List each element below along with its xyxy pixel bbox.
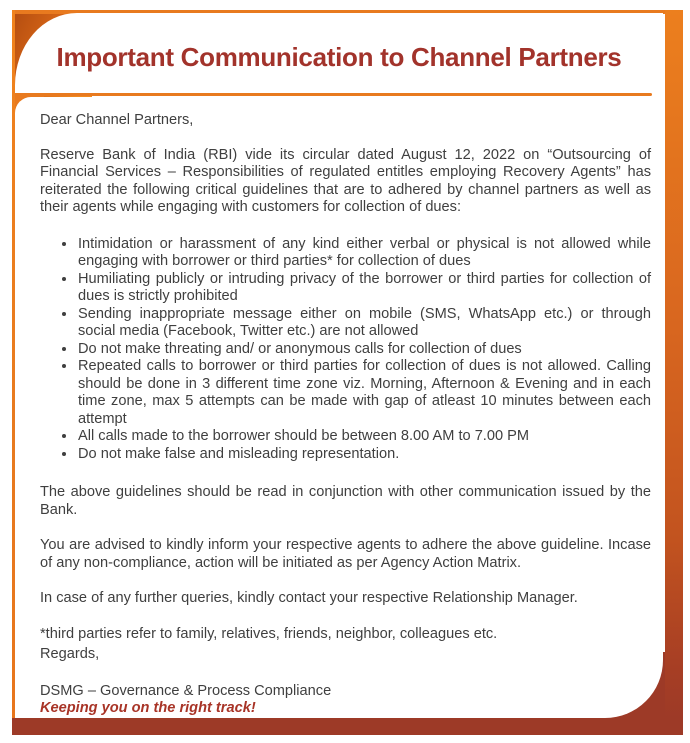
tagline: Keeping you on the right track! <box>40 700 256 716</box>
letter-body <box>15 97 663 718</box>
signature-dept: DSMG – Governance & Process Compliance <box>40 682 332 699</box>
guideline-item: • Intimidation or harassment of any kind either verbal or physical is not allowed while engaging with borrower or third parties* for collection of dues <box>77 236 651 271</box>
guideline-item: • Sending inappropriate message either on mobile (SMS, WhatsApp etc.) or through social media (Facebook, Twitter etc.) are not allowed <box>77 306 651 341</box>
salutation: Dear Channel Partners, <box>40 112 194 128</box>
note-conjunction: The above guidelines should be read in conjunction with other communication issued by the Bank. <box>40 484 651 518</box>
guideline-item: • All calls made to the borrower should be between 8.00 AM to 7.00 PM <box>77 428 651 446</box>
header-divider <box>16 93 652 96</box>
frame-right-bar <box>665 10 683 718</box>
guideline-item: • Do not make threating and/ or anonymous calls for collection of dues <box>77 341 651 359</box>
guideline-item: • Repeated calls to borrower or third parties for collection of dues is not allowed. Calling should be done in 3 different time zone viz. Morning, Afternoon & Evening and in each time zone, max 5 attempts can be made with gap of atleast 10 minutes between each attempt <box>77 358 651 428</box>
regards: Regards, <box>40 646 100 662</box>
guideline-item: • Humiliating publicly or intruding privacy of the borrower or third parties for collection of dues is strictly prohibited <box>77 271 651 306</box>
page-title: Important Communication to Channel Partners <box>56 41 622 72</box>
footnote-third-parties: *third parties refer to family, relatives, friends, neighbor, colleagues etc. <box>40 625 498 642</box>
frame-bottom-bar <box>12 718 683 735</box>
intro-paragraph: Reserve Bank of India (RBI) vide its circular dated August 12, 2022 on “Outsourcing of Financial Services – Responsibilities of regulated entitles employing Recovery Agents” has reiterated the following critical guidelines that are to adhered by channel partners as well as their agents while engaging with customers for collection of dues: <box>40 146 651 215</box>
guidelines-list <box>40 236 651 464</box>
note-advice: You are advised to kindly inform your respective agents to adhere the above guideline. Incase of any non-compliance, action will be initiated as per Agency Action Matrix. <box>40 537 651 571</box>
guideline-item: • Do not make false and misleading representation. <box>77 446 651 464</box>
header <box>15 13 663 93</box>
note-queries: In case of any further queries, kindly contact your respective Relationship Manager. <box>40 590 578 606</box>
